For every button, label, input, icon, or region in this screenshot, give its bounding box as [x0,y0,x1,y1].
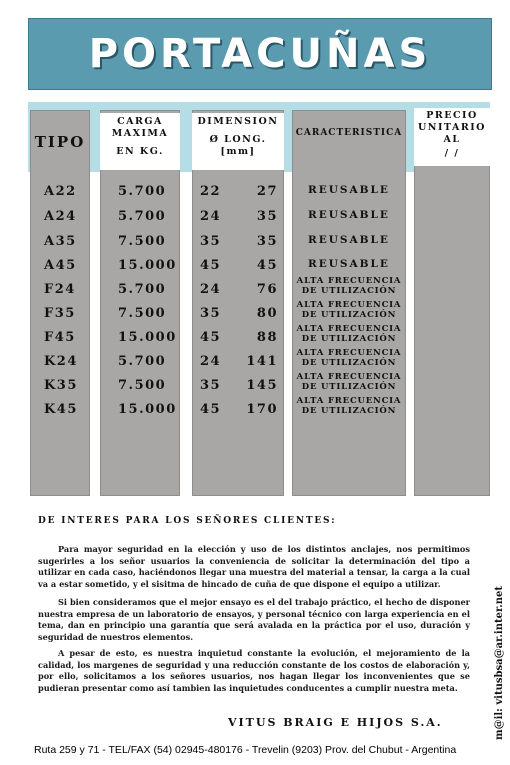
header-carga-line: MAXIMA [111,128,169,139]
header-dimension-line: Ø LONG. [209,134,267,145]
table-row [0,234,510,258]
cell-carga: 5.700 [118,282,167,297]
cell-carga: 7.500 [118,234,167,249]
cell-diametro: 45 [200,258,222,273]
cell-tipo: K45 [44,402,78,417]
table-row [0,258,510,282]
cell-caracteristica: ALTA FRECUENCIA DE UTILIZACIÓN [296,396,402,416]
header-precio-line: AL [443,134,461,145]
cell-tipo: A24 [44,209,77,224]
cell-tipo: A22 [44,184,77,199]
page-title: PORTACUÑAS [88,31,432,77]
cell-longitud: 145 [246,378,278,393]
cell-carga: 5.700 [118,184,167,199]
cell-caracteristica: REUSABLE [308,234,390,246]
cell-caracteristica: REUSABLE [308,184,390,196]
header-carga-line: CARGA [117,116,163,127]
cell-longitud: 88 [256,330,278,345]
cell-tipo: K24 [44,354,78,369]
header-precio-line: / / [444,148,460,159]
cell-tipo: K35 [44,378,78,393]
cell-longitud: 35 [256,209,278,224]
table-row [0,300,510,330]
header-precio-line: UNITARIO [418,122,486,133]
cell-diametro: 45 [200,402,222,417]
cell-diametro: 35 [200,378,222,393]
header-precio-line: PRECIO [426,110,478,121]
cell-carga: 5.700 [118,354,167,369]
cell-longitud: 170 [246,402,278,417]
cell-caracteristica: ALTA FRECUENCIA DE UTILIZACIÓN [296,300,402,320]
cell-tipo: A45 [44,258,77,273]
header-precio [414,108,490,166]
cell-carga: 15.000 [118,402,177,417]
company-signature: VITUS BRAIG E HIJOS S.A. [228,716,443,729]
table-row [0,184,510,208]
cell-longitud: 80 [256,306,278,321]
section-subtitle: DE INTERES PARA LOS SEÑORES CLIENTES: [38,516,337,526]
email-link[interactable]: m@il: vitusbsa@ar.inter.net [494,585,505,740]
cell-longitud: 35 [256,234,278,249]
cell-tipo: A35 [44,234,77,249]
cell-diametro: 45 [200,330,222,345]
cell-longitud: 141 [246,354,278,369]
table-row [0,396,510,426]
cell-diametro: 35 [200,306,222,321]
cell-caracteristica: ALTA FRECUENCIA DE UTILIZACIÓN [296,276,402,296]
cell-carga: 15.000 [118,330,177,345]
header-dimension-line: DIMENSION [197,116,279,127]
cell-diametro: 24 [200,282,222,297]
table-row [0,348,510,378]
company-address: Ruta 259 y 71 - TEL/FAX (54) 02945-480176 - Trevelin (9203) Prov. del Chubut - Argentina [34,744,457,756]
header-dimension [192,113,284,170]
cell-longitud: 27 [256,184,278,199]
cell-diametro: 24 [200,354,222,369]
cell-carga: 7.500 [118,378,167,393]
paragraph: A pesar de esto, es nuestra inquietud constante la evolución, el mejoramiento de la calidad, los margenes de seguridad y una reducción constante de los costos de elaboración y, por ello, solicitamos a los señores usuarios, nos hagan llegar los inconvenientes que se pudieran presentar como así tambien las inquietudes conducentes a cumplir nuestra meta. [38,648,470,693]
cell-tipo: F24 [44,282,76,297]
table-row [0,372,510,402]
cell-diametro: 35 [200,234,222,249]
header-caracteristica: CARACTERISTICA [295,128,403,138]
cell-tipo: F45 [44,330,76,345]
header-carga [100,113,180,170]
header-carga-line: EN KG. [116,146,164,157]
cell-diametro: 24 [200,209,222,224]
table-row [0,209,510,233]
paragraph: Si bien consideramos que el mejor ensayo es el del trabajo práctico, el hecho de disponer nuestra empresa de un laboratorio de ensayos, y personal técnico con larga experiencia en el tema, dan en principio una garantía que será avalada en la práctica por el uso, duración y seguridad de nuestros elementos. [38,597,470,642]
header-dimension-line: [mm] [220,146,256,157]
table-row [0,324,510,354]
header-tipo: TIPO [34,133,86,151]
title-banner [28,18,492,90]
paragraph: Para mayor seguridad en la elección y uso de los distintos anclajes, nos permitimos sugerirles a los señor usuarios la conveniencia de solicitar la determinación del tipo a utilizar en cada caso, haciéndonos llegar una muestra del material a tensar, la carga a la cual va a estar sometido, y el sisitma de hincado de cuña de que dispone el equipo a utilizar. [38,544,470,589]
cell-caracteristica: REUSABLE [308,209,390,221]
cell-carga: 15.000 [118,258,177,273]
table-row [0,276,510,306]
cell-longitud: 45 [256,258,278,273]
cell-caracteristica: REUSABLE [308,258,390,270]
cell-carga: 5.700 [118,209,167,224]
cell-caracteristica: ALTA FRECUENCIA DE UTILIZACIÓN [296,348,402,368]
cell-caracteristica: ALTA FRECUENCIA DE UTILIZACIÓN [296,324,402,344]
cell-tipo: F35 [44,306,76,321]
cell-diametro: 22 [200,184,222,199]
cell-caracteristica: ALTA FRECUENCIA DE UTILIZACIÓN [296,372,402,392]
cell-longitud: 76 [256,282,278,297]
cell-carga: 7.500 [118,306,167,321]
